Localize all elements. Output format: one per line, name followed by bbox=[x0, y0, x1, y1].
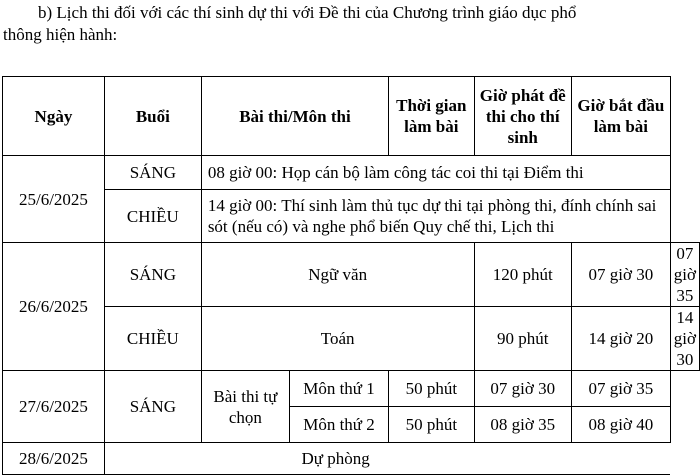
table-row bbox=[3, 156, 700, 190]
subject-cell: Ngữ văn bbox=[201, 243, 474, 307]
header-release-time: Giờ phát đề thi cho thí sinh bbox=[474, 77, 571, 156]
intro-paragraph bbox=[3, 2, 697, 46]
table-row bbox=[3, 371, 700, 407]
exam-schedule-table bbox=[2, 76, 700, 475]
duration-cell: 120 phút bbox=[474, 243, 571, 307]
release-time-cell: 08 giờ 35 bbox=[474, 407, 571, 443]
subject-cell: Toán bbox=[201, 307, 474, 371]
subject-cell: Môn thứ 2 bbox=[289, 407, 388, 443]
note-cell: 14 giờ 00: Thí sinh làm thủ tục dự thi tại phòng thi, đính chính sai sót (nếu có) và nghe phổ biến Quy chế thi, Lịch thi bbox=[201, 190, 670, 243]
table-row bbox=[3, 307, 700, 371]
date-cell: 27/6/2025 bbox=[3, 371, 105, 443]
start-time-cell: 07 giờ 35 bbox=[571, 371, 670, 407]
intro-line-1: b) Lịch thi đối với các thí sinh dự thi với Đề thi của Chương trình giáo dục phổ bbox=[38, 3, 577, 22]
header-exam: Bài thi/Môn thi bbox=[201, 77, 388, 156]
session-cell: CHIỀU bbox=[104, 307, 201, 371]
date-cell: 26/6/2025 bbox=[3, 243, 105, 371]
release-time-cell: 07 giờ 30 bbox=[571, 243, 670, 307]
session-cell: CHIỀU bbox=[104, 190, 201, 243]
table-row bbox=[3, 443, 700, 475]
note-cell bbox=[104, 443, 670, 475]
header-duration: Thời gian làm bài bbox=[389, 77, 474, 156]
subject-cell: Môn thứ 1 bbox=[289, 371, 388, 407]
intro-line-2: thông hiện hành: bbox=[3, 25, 118, 44]
duration-cell: 90 phút bbox=[474, 307, 571, 371]
session-cell: SÁNG bbox=[104, 156, 201, 190]
start-time-cell: 14 giờ 30 bbox=[670, 307, 699, 371]
header-start-time: Giờ bắt đầu làm bài bbox=[571, 77, 670, 156]
table-row bbox=[3, 243, 700, 307]
session-cell: SÁNG bbox=[104, 243, 201, 307]
date-cell: 25/6/2025 bbox=[3, 156, 105, 243]
start-time-cell: 08 giờ 40 bbox=[571, 407, 670, 443]
header-row bbox=[3, 77, 700, 156]
release-time-cell: 07 giờ 30 bbox=[474, 371, 571, 407]
start-time-cell: 07 giờ 35 bbox=[670, 243, 699, 307]
date-cell: 28/6/2025 bbox=[3, 443, 105, 475]
elective-cell: Bài thi tự chọn bbox=[201, 371, 289, 443]
header-day: Ngày bbox=[3, 77, 105, 156]
header-session: Buổi bbox=[104, 77, 201, 156]
release-time-cell: 14 giờ 20 bbox=[571, 307, 670, 371]
table-row bbox=[3, 190, 700, 243]
session-cell: SÁNG bbox=[104, 371, 201, 443]
duration-cell: 50 phút bbox=[389, 371, 474, 407]
reserve-label: Dự phòng bbox=[301, 449, 370, 468]
duration-cell: 50 phút bbox=[389, 407, 474, 443]
note-cell: 08 giờ 00: Họp cán bộ làm công tác coi thi tại Điểm thi bbox=[201, 156, 670, 190]
